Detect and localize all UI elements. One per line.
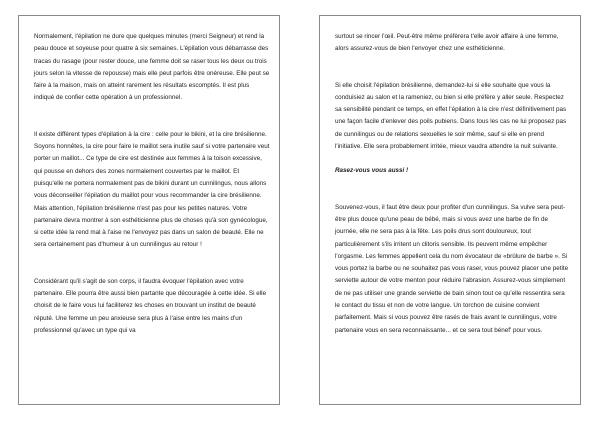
paragraph: Souvenez-vous, il faut être deux pour profiter d'un cunnilingus. Sa vulve sera peut-être plus douce qu'une peau de bébé, mais si vous avez une barbe de fin de journée, elle ne sera pas à la fête. Les poils drus sont douloureux, tout particulièrement s'ils irritent un clitoris sensible. Ils peuvent même empêcher l'orgasme. Les femmes appellent cela du nom évocateur de «brûlure de barbe ». Si vous portez la barbe ou ne souhaitez pas vous raser, vous pouvez placer une petite serviette autour de votre menton pour réduire l'abrasion. Assurez-vous simplement de ne pas utiliser une grande serviette de bain sinon tout ce qu'elle ressentira sera le contact du tissu et non de votre langue. Un torchon de cuisine convient parfaitement. Mais si vous pouvez être rasés de frais avant le cunnilingus, votre partenaire vous en sera reconnaissante... et ce sera tout bénef' pour vous.: [335, 203, 569, 334]
left-page-content: [34, 31, 270, 337]
left-page: [18, 15, 280, 405]
paragraph: Il existe différent types d'épilation à la cire : celle pour le bikini, et la cire brésilienne. Soyons honnêtes, la cire pour faire le maillot sera inutile sauf si votre partenaire veut porter un maillot... Ce type de cire est destinée aux femmes à la toison excessive, qui pousse en dehors des zones normalement couvertes par le maillot. Et puisqu'elle ne portera normalement pas de bikini durant un cunnilingus, nous allons vous déconseiller l'épilation du maillot pour vous recommander la cire brésilienne. Mais attention, l'épilation brésilienne n'est pas pour les petites natures. Votre partenaire devra montrer à son esthéticienne plus de choses qu'à son gynécologue, si cette idée la rend mal à l'aise ne l'envoyez pas dans un salon de beauté. Elle ne sera certainement pas d'humeur à un cunnilingus au retour !: [34, 130, 270, 249]
right-page-content: [335, 31, 571, 337]
paragraph: surtout se rincer l'œil. Peut-être même préfèrera t'elle avoir affaire à une femme, alors assurez-vous de bien l'envoyer chez une esthéticienne.: [335, 33, 559, 53]
paragraph: Si elle choisit l'épilation brésilienne, demandez-lui si elle souhaite que vous la conduisiez au salon et la rameniez, ou bien si elle préfère y aller seule. Respectez sa sensibilité pendant ce temps, en effet l'épilation à la cire n'est définitivement pas une façon facile d'enlever des poils pubiens. Dans tous les cas ne lui proposez pas de cunnilingus ou de relations sexuelles le soir même, sauf si elle en prend l'initiative. Elle sera probablement irritée, mieux vaudra attendre la nuit suivante.: [335, 81, 567, 151]
section-heading: Rasez-vous vous aussi !: [335, 167, 409, 175]
paragraph: Normalement, l'épilation ne dure que quelques minutes (merci Seigneur) et rend la peau douce et soyeuse pour quatre à six semaines. L'épilation vous débarrasse des tracas du rasage (pour rester douce, une femme doit se raser tous les deux ou trois jours selon la vitesse de repousse) mais elle peut parfois être onéreuse. Elle peut se faire à la maison, mais on atteint rarement les résultats escomptés. Il est plus indiqué de confier cette opération à un professionnel.: [34, 33, 270, 102]
paragraph: Considérant qu'il s'agit de son corps, il faudra évoquer l'épilation avec votre partenaire. Elle pourra être aussi bien partante que découragée à cette idée. Si elle choisit de le faire vous lui faciliterez les choses en trouvant un institut de beauté réputé. Une femme un peu anxieuse sera plus à l'aise entre les mains d'un professionnel qu'avec un type qui va: [34, 277, 267, 334]
right-page: [319, 15, 581, 405]
